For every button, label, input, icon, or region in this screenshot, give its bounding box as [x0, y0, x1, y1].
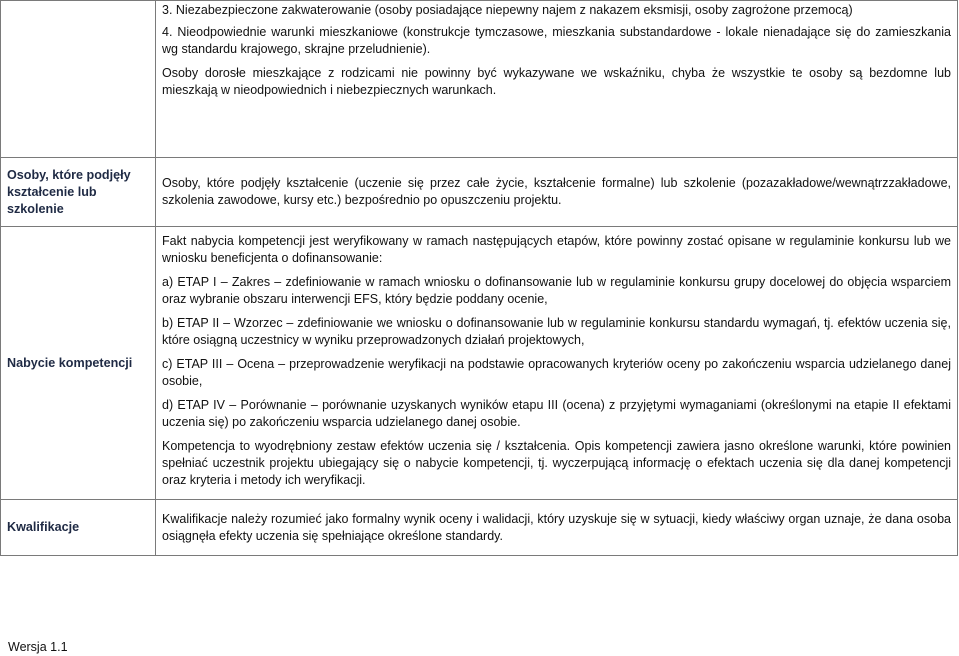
version-footer: Wersja 1.1 — [8, 640, 68, 654]
paragraph: Osoby, które podjęły kształcenie (uczenie się przez całe życie, kształcenie formalne) lub szkolenie (pozazakładowe/wewnątrzzakładowe, szkolenia zawodowe, kursy etc.) bezpośrednio po opuszczeniu projektu. — [162, 176, 951, 207]
paragraph: 3. Niezabezpieczone zakwaterowanie (osoby posiadające niepewny najem z nakazem eksmisji, osoby zagrożone przemocą) — [162, 3, 853, 17]
paragraph: Osoby dorosłe mieszkające z rodzicami nie powinny być wykazywane we wskaźniku, chyba że wszystkie te osoby są bezdomne lub mieszkają w nieodpowiednich i niebezpiecznych warunkach. — [162, 66, 951, 97]
paragraph: Kompetencja to wyodrębniony zestaw efektów uczenia się / kształcenia. Opis kompetencji zawiera jasno określone warunki, które powinien spełniać uczestnik projektu ubiegający się o nabycie kompetencji, tj. wyczerpującą informację o efektach uczenia się dla danej kompetencji oraz kryteria i metody ich weryfikacji. — [162, 439, 951, 487]
row-content — [156, 158, 958, 227]
row-content — [156, 1, 958, 158]
table-row — [1, 158, 958, 227]
row-content — [156, 500, 958, 556]
table-row — [1, 1, 958, 158]
row-label: Kwalifikacje — [1, 500, 156, 556]
paragraph: d) ETAP IV – Porównanie – porównanie uzyskanych wyników etapu III (ocena) z przyjętymi wymaganiami (określonymi na etapie II efektami uczenia się) po zakończeniu wsparcia udzielanego danej osobie. — [162, 398, 951, 429]
paragraph: Fakt nabycia kompetencji jest weryfikowany w ramach następujących etapów, które powinny zostać opisane w regulaminie konkursu lub we wniosku beneficjenta o dofinansowanie: — [162, 234, 951, 265]
table-row — [1, 500, 958, 556]
row-content — [156, 227, 958, 500]
row-label: Osoby, które podjęły kształcenie lub szkolenie — [1, 158, 156, 227]
row-label: Nabycie kompetencji — [1, 227, 156, 500]
paragraph: c) ETAP III – Ocena – przeprowadzenie weryfikacji na podstawie opracowanych kryteriów oceny po zakończeniu wsparcia udzielanego danej osobie, — [162, 357, 951, 388]
table-row — [1, 227, 958, 500]
row-label — [1, 1, 156, 158]
paragraph: a) ETAP I – Zakres – zdefiniowanie w ramach wniosku o dofinansowanie lub w regulaminie konkursu grupy docelowej do objęcia wsparciem oraz wybranie obszaru interwencji EFS, który będzie poddany ocenie, — [162, 275, 951, 306]
paragraph: 4. Nieodpowiednie warunki mieszkaniowe (konstrukcje tymczasowe, mieszkania substandardowe - lokale nienadające się do zamieszkania wg standardu krajowego, skrajne przeludnienie). — [162, 25, 951, 56]
paragraph: Kwalifikacje należy rozumieć jako formalny wynik oceny i walidacji, który uzyskuje się w sytuacji, kiedy właściwy organ uznaje, że dana osoba osiągnęła efekty uczenia się spełniające określone standardy. — [162, 511, 951, 543]
paragraph: b) ETAP II – Wzorzec – zdefiniowanie we wniosku o dofinansowanie lub w regulaminie konkursu standardu wymagań, tj. efektów uczenia się, które osiągną uczestnicy w wyniku przeprowadzonych działań projektowych, — [162, 316, 951, 347]
